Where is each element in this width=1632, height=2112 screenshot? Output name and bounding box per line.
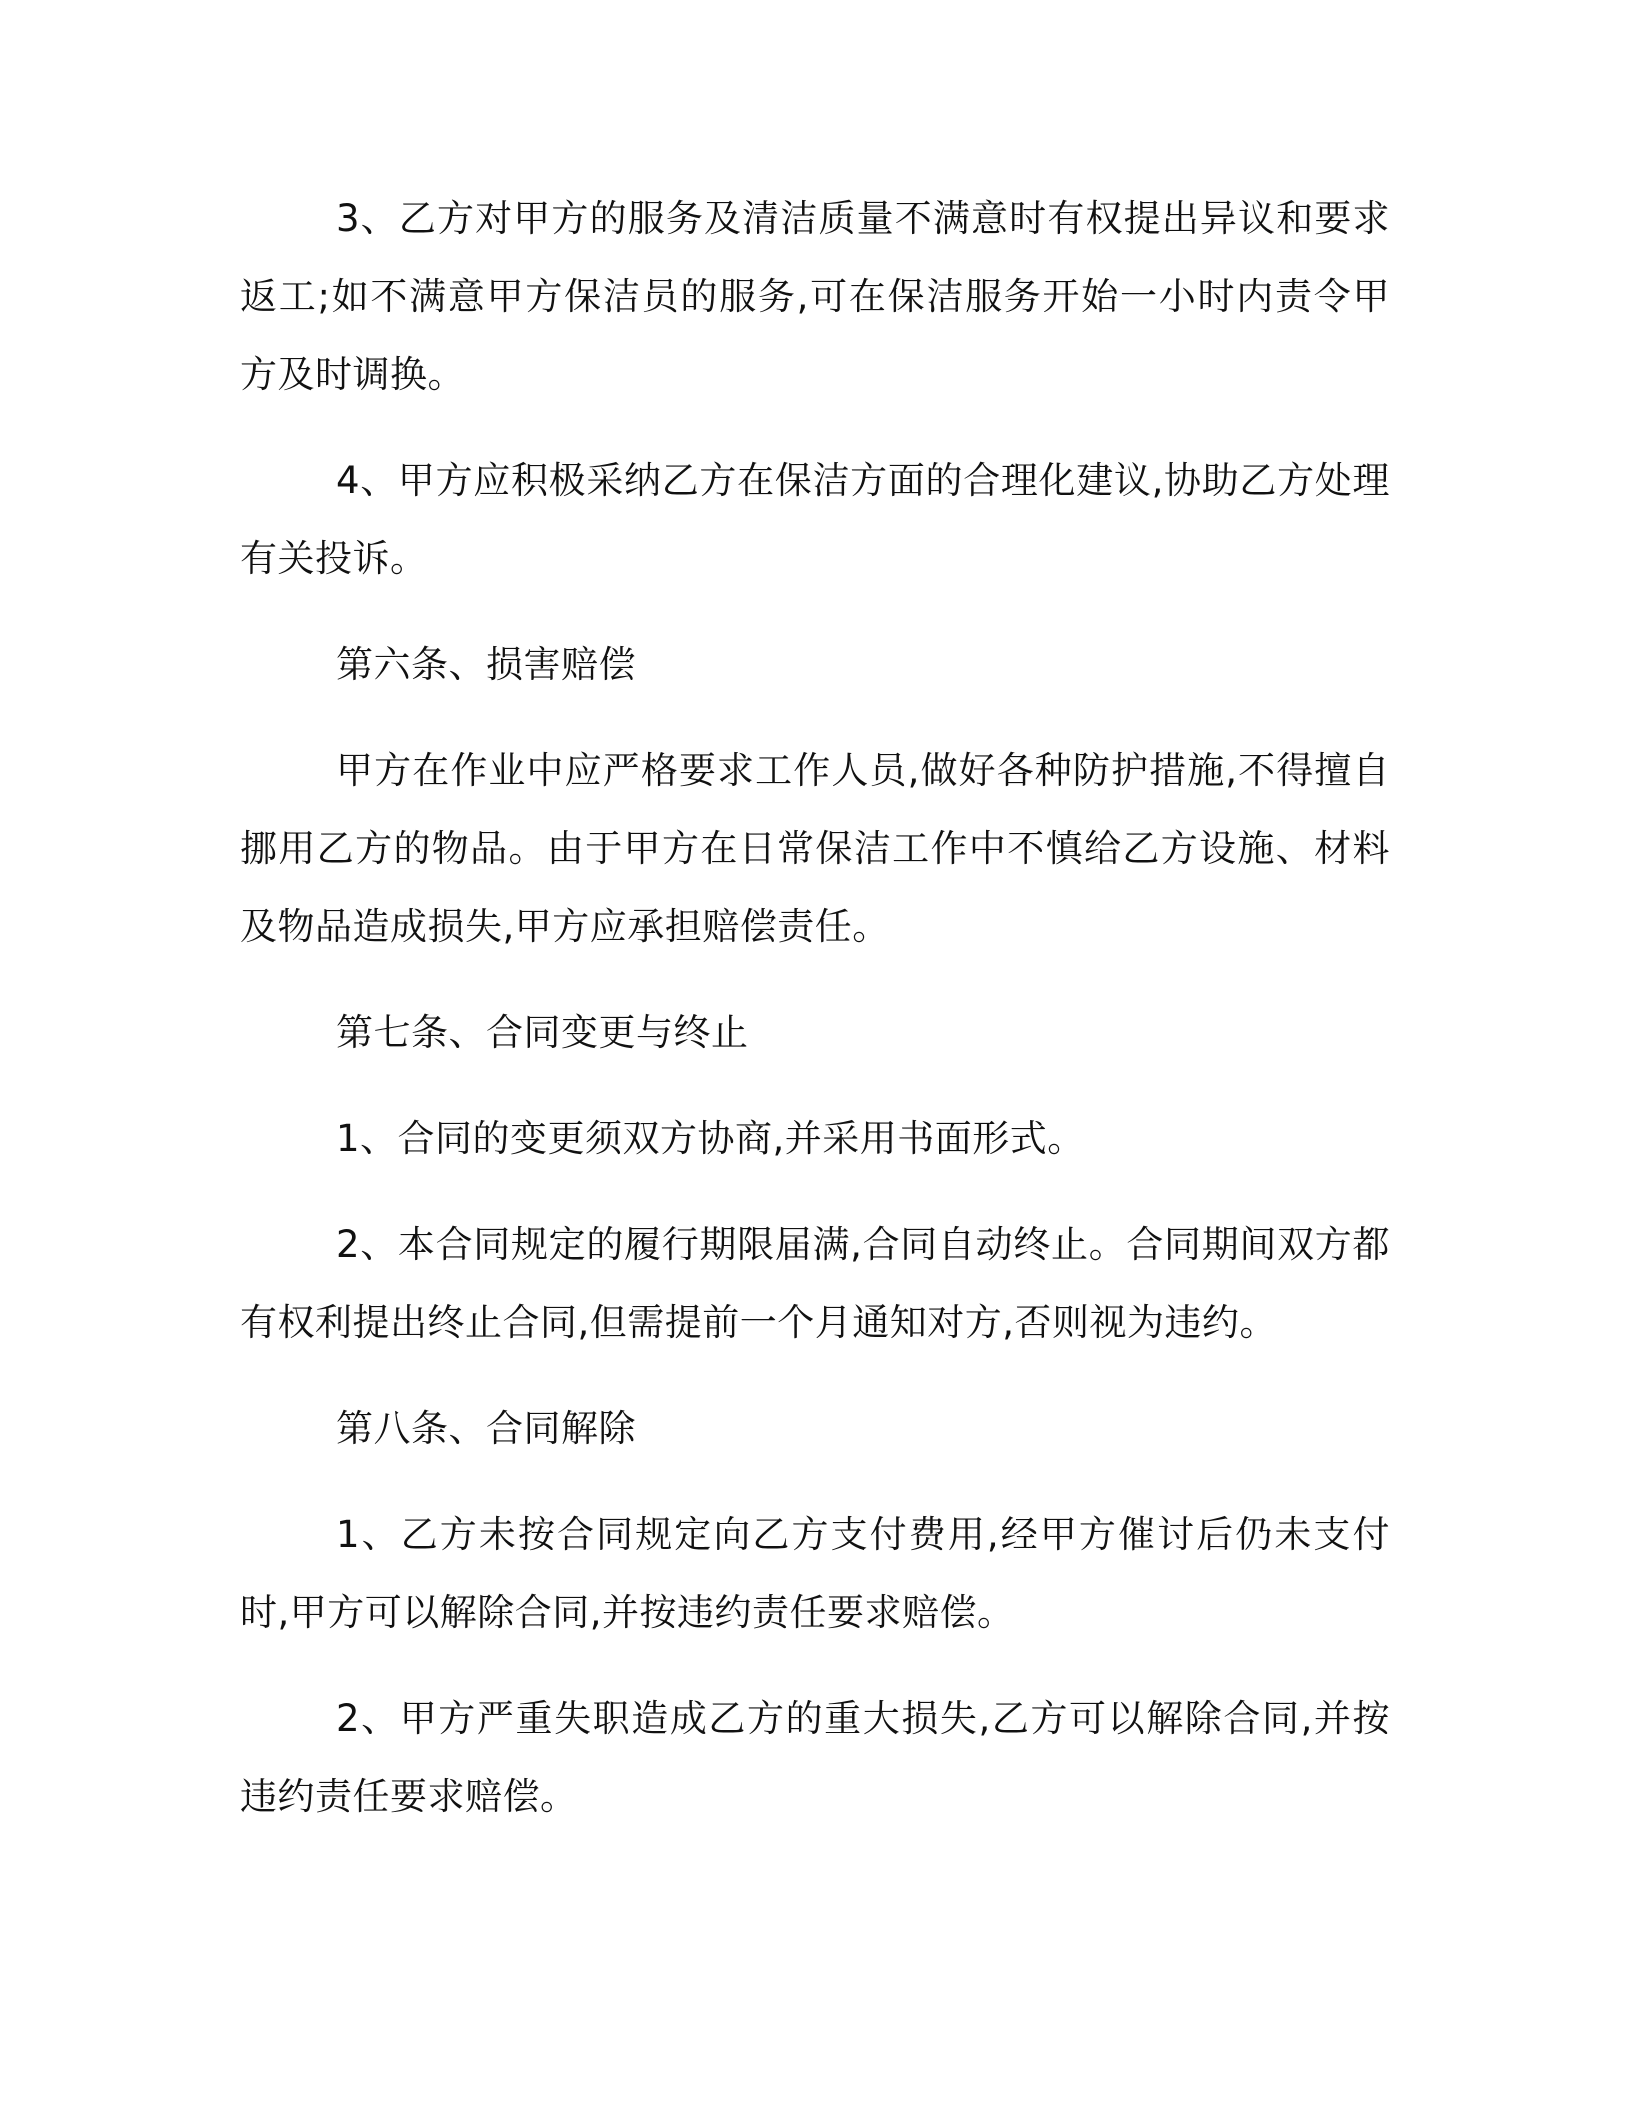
termination-clause-1-paragraph: 1、乙方未按合同规定向乙方支付费用,经甲方催讨后仍未支付时,甲方可以解除合同,并按违约责任要求赔偿。 (240, 1513, 1390, 1634)
damage-compensation-paragraph: 甲方在作业中应严格要求工作人员,做好各种防护措施,不得擅自挪用乙方的物品。由于甲方在日常保洁工作中不慎给乙方设施、材料及物品造成损失,甲方应承担赔偿责任。 (240, 749, 1390, 948)
article-6-heading: 第六条、损害赔偿 (336, 643, 636, 686)
document-body (240, 180, 1390, 1864)
clause-4-paragraph: 4、甲方应积极采纳乙方在保洁方面的合理化建议,协助乙方处理有关投诉。 (240, 459, 1390, 580)
termination-clause-2-paragraph: 2、甲方严重失职造成乙方的重大损失,乙方可以解除合同,并按违约责任要求赔偿。 (240, 1697, 1390, 1818)
clause-3-paragraph: 3、乙方对甲方的服务及清洁质量不满意时有权提出异议和要求返工;如不满意甲方保洁员的服务,可在保洁服务开始一小时内责令甲方及时调换。 (240, 197, 1390, 396)
article-7-heading: 第七条、合同变更与终止 (336, 1011, 749, 1054)
change-clause-1-paragraph: 1、合同的变更须双方协商,并采用书面形式。 (336, 1117, 1085, 1160)
article-8-heading: 第八条、合同解除 (336, 1407, 636, 1450)
change-clause-2-paragraph: 2、本合同规定的履行期限届满,合同自动终止。合同期间双方都有权利提出终止合同,但需提前一个月通知对方,否则视为违约。 (240, 1223, 1390, 1344)
